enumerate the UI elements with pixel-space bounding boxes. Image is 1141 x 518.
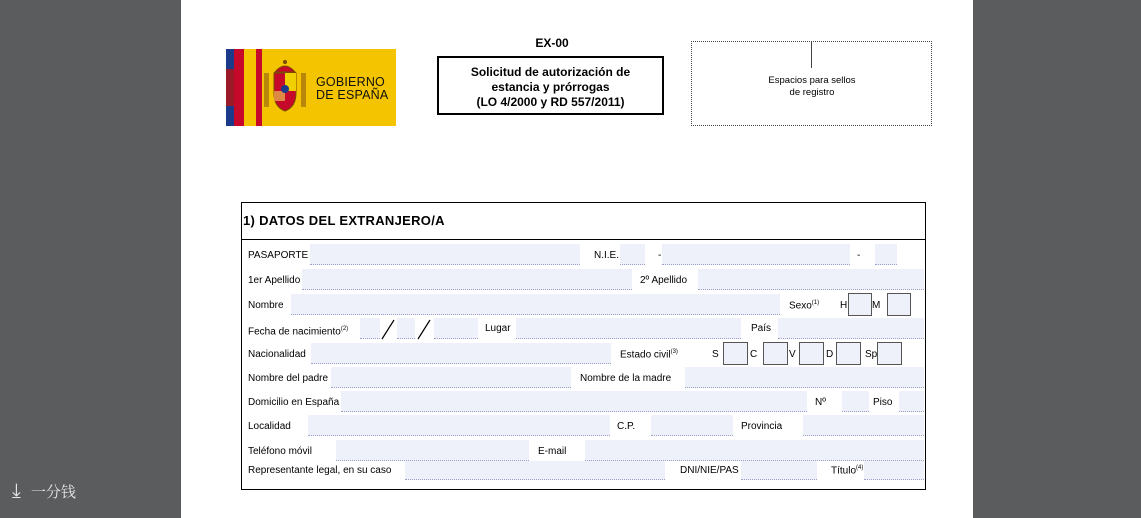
pais-field[interactable] <box>778 318 924 339</box>
gobierno-logo <box>226 49 396 126</box>
representante-label: Representante legal, en su caso <box>248 465 392 476</box>
download-icon: ⤓ <box>12 480 21 502</box>
nie-dash-1: - <box>658 250 662 261</box>
localidad-label: Localidad <box>248 421 291 432</box>
logo-line-1: GOBIERNO <box>316 75 385 89</box>
piso-field[interactable] <box>899 391 924 412</box>
lugar-field[interactable] <box>516 318 741 339</box>
lugar-label: Lugar <box>485 323 511 334</box>
form-title-box <box>437 56 664 115</box>
provincia-label: Provincia <box>741 421 783 432</box>
nie-dash-2: - <box>857 250 861 261</box>
apellido2-label: 2º Apellido <box>640 275 688 286</box>
estado-d-label: D <box>826 349 834 360</box>
padre-label: Nombre del padre <box>248 373 329 384</box>
sexo-m-label: M <box>872 300 881 311</box>
email-field[interactable] <box>585 440 924 461</box>
apellido1-label: 1er Apellido <box>248 275 301 286</box>
nie-number-field[interactable] <box>662 244 850 265</box>
watermark <box>12 480 76 503</box>
estado-c-checkbox[interactable] <box>763 342 788 365</box>
madre-label: Nombre de la madre <box>580 373 672 384</box>
nie-letter-field[interactable] <box>620 244 645 265</box>
stamp-text-1: Espacios para sellos <box>768 75 856 86</box>
numero-label: Nº <box>815 397 826 408</box>
madre-field[interactable] <box>685 367 924 388</box>
sexo-h-label: H <box>840 300 848 311</box>
dni-field[interactable] <box>741 461 817 480</box>
titulo-field[interactable] <box>864 461 924 480</box>
watermark-text: 一分钱 <box>30 484 76 501</box>
sexo-m-checkbox[interactable] <box>887 293 911 316</box>
apellido2-field[interactable] <box>698 269 924 290</box>
localidad-field[interactable] <box>308 415 610 436</box>
fecha-anio-field[interactable] <box>434 318 478 339</box>
coat-of-arms-icon <box>260 59 310 117</box>
form-code: EX-00 <box>535 36 569 50</box>
dni-label: DNI/NIE/PAS <box>680 465 739 476</box>
pasaporte-label: PASAPORTE <box>248 250 309 261</box>
section-title: 1) DATOS DEL EXTRANJERO/A <box>243 213 445 228</box>
titulo-label: Título$^{(4)}$ <box>831 465 864 477</box>
fecha-label: Fecha de nacimiento$^{(2)}$ <box>248 326 349 338</box>
stamp-area <box>691 41 932 126</box>
estado-v-label: V <box>789 349 796 360</box>
provincia-field[interactable] <box>803 415 924 436</box>
estado-v-checkbox[interactable] <box>799 342 824 365</box>
telefono-field[interactable] <box>336 440 529 461</box>
nacionalidad-label: Nacionalidad <box>248 349 306 360</box>
pasaporte-field[interactable] <box>310 244 580 265</box>
telefono-label: Teléfono móvil <box>248 446 312 457</box>
logo-line-2: DE ESPAÑA <box>316 88 389 102</box>
date-slash-icon <box>380 318 396 340</box>
estado-d-checkbox[interactable] <box>836 342 861 365</box>
fecha-mes-field[interactable] <box>397 318 415 339</box>
nombre-label: Nombre <box>248 300 284 311</box>
nie-label: N.I.E. <box>594 250 620 261</box>
date-slash-icon <box>416 318 432 340</box>
sexo-h-checkbox[interactable] <box>848 293 872 316</box>
estado-s-label: S <box>712 349 719 360</box>
nie-control-field[interactable] <box>875 244 897 265</box>
domicilio-field[interactable] <box>341 391 807 412</box>
estado-civil-label: Estado civil$^{(3)}$ <box>620 349 678 361</box>
estado-c-label: C <box>750 349 758 360</box>
stamp-text-2: de registro <box>789 87 835 98</box>
cp-field[interactable] <box>651 415 733 436</box>
domicilio-label: Domicilio en España <box>248 397 340 408</box>
sexo-label: Sexo$^{(1)}$ <box>789 300 820 312</box>
piso-label: Piso <box>873 397 893 408</box>
numero-field[interactable] <box>842 391 869 412</box>
form-title-line-3: (LO 4/2000 y RD 557/2011) <box>476 95 625 109</box>
form-title-line-1: Solicitud de autorización de <box>470 65 631 79</box>
email-label: E-mail <box>538 446 567 457</box>
apellido1-field[interactable] <box>302 269 632 290</box>
estado-sp-label: Sp <box>865 349 878 360</box>
cp-label: C.P. <box>617 421 636 432</box>
representante-field[interactable] <box>405 461 665 480</box>
fecha-dia-field[interactable] <box>360 318 380 339</box>
nombre-field[interactable] <box>291 294 780 315</box>
estado-sp-checkbox[interactable] <box>877 342 902 365</box>
padre-field[interactable] <box>331 367 571 388</box>
pais-label: País <box>751 323 772 334</box>
form-title-line-2: estancia y prórrogas <box>491 80 610 94</box>
estado-s-checkbox[interactable] <box>723 342 748 365</box>
nacionalidad-field[interactable] <box>311 343 611 364</box>
